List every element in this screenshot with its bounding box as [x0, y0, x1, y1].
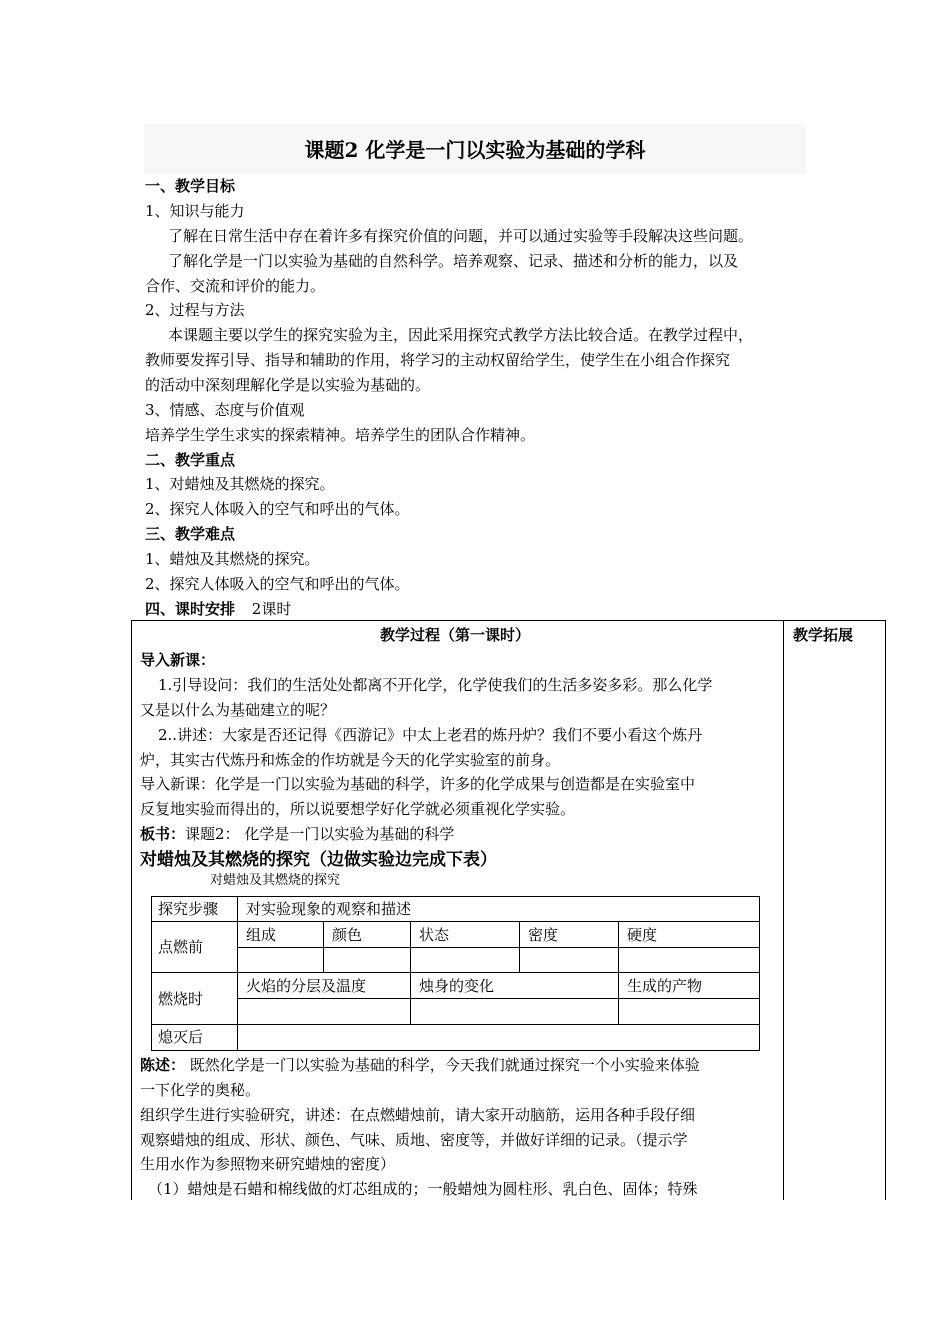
statement-label: 陈述： [140, 1056, 186, 1074]
after-extinguish-label: 熄灭后 [158, 1028, 204, 1046]
knowledge-heading: 1、知识与能力 [145, 202, 245, 220]
table-rule [237, 947, 760, 948]
state-cell: 状态 [419, 926, 450, 944]
column-divider [783, 620, 784, 1200]
table-rule [151, 1024, 760, 1025]
emotion-heading: 3、情感、态度与价值观 [145, 401, 305, 419]
knowledge-paragraph: 了解化学是一门以实验为基础的自然科学。培养观察、记录、描述和分析的能力，以及 [168, 252, 739, 270]
flame-cell: 火焰的分层及温度 [246, 977, 367, 995]
process-paragraph: 教师要发挥引导、指导和辅助的作用，将学习的主动权留给学生，使学生在小组合作探究 [145, 351, 731, 369]
intro-text: 反复地实验而得出的，所以说要想学好化学就必须重视化学实验。 [140, 800, 576, 818]
statement-line [140, 1055, 700, 1075]
table-caption: 对蜡烛及其燃烧的探究 [210, 873, 341, 888]
density-cell: 密度 [528, 926, 559, 944]
intro-text: 1.引导设问：我们的生活处处都离不开化学，化学使我们的生活多姿多彩。那么化学 [158, 676, 713, 694]
experiment-heading: 对蜡烛及其燃烧的探究（边做实验边完成下表） [140, 850, 497, 870]
page-title: 课题2 化学是一门以实验为基础的学科 [144, 124, 806, 174]
step-header: 探究步骤 [158, 900, 219, 918]
intro-label: 导入新课： [140, 651, 216, 669]
table-rule [237, 998, 760, 999]
table-rule [519, 921, 520, 972]
hardness-cell: 硬度 [627, 926, 658, 944]
objectives-heading: 一、教学目标 [145, 177, 236, 195]
schedule-heading: 四、课时安排 [145, 600, 236, 618]
organize-text: 观察蜡烛的组成、形状、颜色、气味、质地、密度等，并做好详细的记录。（提示学 [140, 1131, 688, 1149]
knowledge-paragraph: 了解在日常生活中存在着许多有探究价值的问题，并可以通过实验等手段解决这些问题。 [168, 227, 754, 245]
organize-text: 生用水作为参照物来研究蜡烛的密度） [140, 1155, 396, 1173]
process-column-header: 教学过程（第一课时） [380, 626, 531, 644]
key-points-heading: 二、教学重点 [145, 451, 236, 469]
observation-table [151, 896, 760, 1051]
table-rule [323, 921, 324, 972]
key-point-item: 2、探究人体吸入的空气和呼出的气体。 [145, 500, 410, 518]
statement-text: 一下化学的奥秘。 [140, 1081, 261, 1099]
board-text: 课题2： 化学是一门以实验为基础的科学 [185, 825, 455, 843]
statement-text: 既然化学是一门以实验为基础的科学，今天我们就通过探究一个小实验来体验 [185, 1056, 700, 1074]
difficult-points-heading: 三、教学难点 [145, 525, 236, 543]
table-rule [410, 921, 411, 1024]
observation-header: 对实验现象的观察和描述 [246, 900, 412, 918]
candle-body-cell: 烛身的变化 [419, 977, 495, 995]
key-point-item: 1、对蜡烛及其燃烧的探究。 [145, 475, 335, 493]
difficult-point-item: 2、探究人体吸入的空气和呼出的气体。 [145, 575, 410, 593]
intro-text: 炉，其实古代炼丹和炼金的作坊就是今天的化学实验室的前身。 [140, 751, 561, 769]
table-rule [237, 896, 238, 1051]
intro-text: 导入新课：化学是一门以实验为基础的科学，许多的化学成果与创造都是在实验室中 [140, 775, 696, 793]
process-paragraph: 的活动中深刻理解化学是以实验为基础的。 [145, 376, 431, 394]
before-lighting-label: 点燃前 [158, 938, 204, 956]
color-cell: 颜色 [332, 926, 363, 944]
board-line [140, 824, 454, 844]
board-label: 板书： [140, 825, 186, 843]
organize-text: 组织学生进行实验研究，讲述：在点燃蜡烛前，请大家开动脑筋，运用各种手段仔细 [140, 1106, 696, 1124]
knowledge-paragraph: 合作、交流和评价的能力。 [145, 277, 326, 295]
table-rule [151, 921, 760, 922]
table-rule [618, 921, 619, 1024]
product-cell: 生成的产物 [627, 977, 703, 995]
table-rule [151, 972, 760, 973]
intro-text: 又是以什么为基础建立的呢？ [140, 701, 336, 719]
schedule-value: 2课时 [251, 600, 292, 618]
process-paragraph: 本课题主要以学生的探究实验为主，因此采用探究式教学方法比较合适。在教学过程中， [168, 326, 754, 344]
composition-cell: 组成 [246, 926, 277, 944]
schedule-line [145, 599, 291, 619]
process-heading: 2、过程与方法 [145, 301, 245, 319]
extension-column-header: 教学拓展 [793, 626, 854, 644]
burning-label: 燃烧时 [158, 990, 204, 1008]
intro-text: 2..讲述：大家是否还记得《西游记》中太上老君的炼丹炉？我们不要小看这个炼丹 [158, 726, 703, 744]
emotion-paragraph: 培养学生学生求实的探索精神。培养学生的团队合作精神。 [145, 426, 536, 444]
difficult-point-item: 1、蜡烛及其燃烧的探究。 [145, 550, 320, 568]
observation-item: （1）蜡烛是石蜡和棉线做的灯芯组成的；一般蜡烛为圆柱形、乳白色、固体；特殊 [148, 1180, 698, 1198]
